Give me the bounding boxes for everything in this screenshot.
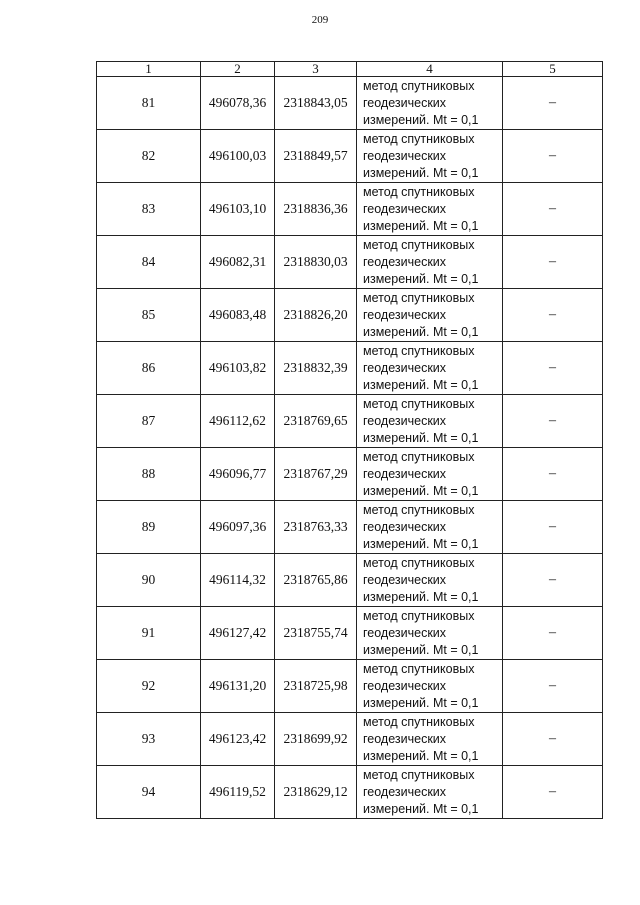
- x-coordinate-cell: 496100,03: [201, 130, 275, 183]
- x-coordinate-cell: 496127,42: [201, 607, 275, 660]
- point-number-cell: 84: [97, 236, 201, 289]
- x-coordinate-cell: 496103,10: [201, 183, 275, 236]
- point-number-cell: 87: [97, 395, 201, 448]
- x-coordinate-cell: 496096,77: [201, 448, 275, 501]
- y-coordinate-cell: 2318843,05: [275, 77, 357, 130]
- y-coordinate-cell: 2318769,65: [275, 395, 357, 448]
- point-number-cell: 88: [97, 448, 201, 501]
- table-row: [97, 183, 603, 236]
- note-cell: –: [503, 77, 603, 130]
- y-coordinate-cell: 2318836,36: [275, 183, 357, 236]
- method-cell: метод спутниковых геодезических измерений. Mt = 0,1: [357, 766, 503, 819]
- column-header-4: 4: [357, 62, 503, 77]
- table-row: [97, 501, 603, 554]
- column-header-1: 1: [97, 62, 201, 77]
- y-coordinate-cell: 2318629,12: [275, 766, 357, 819]
- point-number-cell: 90: [97, 554, 201, 607]
- table-row: [97, 554, 603, 607]
- method-cell: метод спутниковых геодезических измерений. Mt = 0,1: [357, 660, 503, 713]
- y-coordinate-cell: 2318832,39: [275, 342, 357, 395]
- y-coordinate-cell: 2318725,98: [275, 660, 357, 713]
- table-row: [97, 448, 603, 501]
- x-coordinate-cell: 496103,82: [201, 342, 275, 395]
- x-coordinate-cell: 496123,42: [201, 713, 275, 766]
- note-cell: –: [503, 554, 603, 607]
- point-number-cell: 91: [97, 607, 201, 660]
- y-coordinate-cell: 2318826,20: [275, 289, 357, 342]
- y-coordinate-cell: 2318830,03: [275, 236, 357, 289]
- y-coordinate-cell: 2318699,92: [275, 713, 357, 766]
- point-number-cell: 81: [97, 77, 201, 130]
- method-cell: метод спутниковых геодезических измерений. Mt = 0,1: [357, 395, 503, 448]
- note-cell: –: [503, 395, 603, 448]
- table-row: [97, 713, 603, 766]
- x-coordinate-cell: 496131,20: [201, 660, 275, 713]
- method-cell: метод спутниковых геодезических измерений. Mt = 0,1: [357, 183, 503, 236]
- x-coordinate-cell: 496119,52: [201, 766, 275, 819]
- note-cell: –: [503, 183, 603, 236]
- note-cell: –: [503, 289, 603, 342]
- column-header-3: 3: [275, 62, 357, 77]
- note-cell: –: [503, 607, 603, 660]
- note-cell: –: [503, 448, 603, 501]
- table-row: [97, 130, 603, 183]
- column-header-5: 5: [503, 62, 603, 77]
- y-coordinate-cell: 2318765,86: [275, 554, 357, 607]
- table-row: [97, 236, 603, 289]
- note-cell: –: [503, 766, 603, 819]
- method-cell: метод спутниковых геодезических измерений. Mt = 0,1: [357, 607, 503, 660]
- method-cell: метод спутниковых геодезических измерений. Mt = 0,1: [357, 130, 503, 183]
- note-cell: –: [503, 501, 603, 554]
- note-cell: –: [503, 236, 603, 289]
- y-coordinate-cell: 2318767,29: [275, 448, 357, 501]
- method-cell: метод спутниковых геодезических измерений. Mt = 0,1: [357, 236, 503, 289]
- note-cell: –: [503, 342, 603, 395]
- x-coordinate-cell: 496083,48: [201, 289, 275, 342]
- x-coordinate-cell: 496112,62: [201, 395, 275, 448]
- point-number-cell: 83: [97, 183, 201, 236]
- method-cell: метод спутниковых геодезических измерений. Mt = 0,1: [357, 289, 503, 342]
- point-number-cell: 93: [97, 713, 201, 766]
- method-cell: метод спутниковых геодезических измерений. Mt = 0,1: [357, 554, 503, 607]
- point-number-cell: 89: [97, 501, 201, 554]
- x-coordinate-cell: 496114,32: [201, 554, 275, 607]
- point-number-cell: 82: [97, 130, 201, 183]
- method-cell: метод спутниковых геодезических измерений. Mt = 0,1: [357, 77, 503, 130]
- y-coordinate-cell: 2318763,33: [275, 501, 357, 554]
- method-cell: метод спутниковых геодезических измерений. Mt = 0,1: [357, 713, 503, 766]
- x-coordinate-cell: 496082,31: [201, 236, 275, 289]
- table-row: [97, 342, 603, 395]
- table-row: [97, 289, 603, 342]
- y-coordinate-cell: 2318755,74: [275, 607, 357, 660]
- table-row: [97, 766, 603, 819]
- coordinates-table: [96, 61, 603, 819]
- note-cell: –: [503, 660, 603, 713]
- column-header-2: 2: [201, 62, 275, 77]
- table-row: [97, 395, 603, 448]
- point-number-cell: 86: [97, 342, 201, 395]
- table-row: [97, 77, 603, 130]
- method-cell: метод спутниковых геодезических измерений. Mt = 0,1: [357, 501, 503, 554]
- point-number-cell: 94: [97, 766, 201, 819]
- table-row: [97, 660, 603, 713]
- point-number-cell: 85: [97, 289, 201, 342]
- point-number-cell: 92: [97, 660, 201, 713]
- y-coordinate-cell: 2318849,57: [275, 130, 357, 183]
- note-cell: –: [503, 130, 603, 183]
- x-coordinate-cell: 496078,36: [201, 77, 275, 130]
- note-cell: –: [503, 713, 603, 766]
- method-cell: метод спутниковых геодезических измерений. Mt = 0,1: [357, 448, 503, 501]
- page-number: 209: [311, 14, 329, 26]
- table-header-row: [97, 62, 603, 77]
- method-cell: метод спутниковых геодезических измерений. Mt = 0,1: [357, 342, 503, 395]
- table-row: [97, 607, 603, 660]
- x-coordinate-cell: 496097,36: [201, 501, 275, 554]
